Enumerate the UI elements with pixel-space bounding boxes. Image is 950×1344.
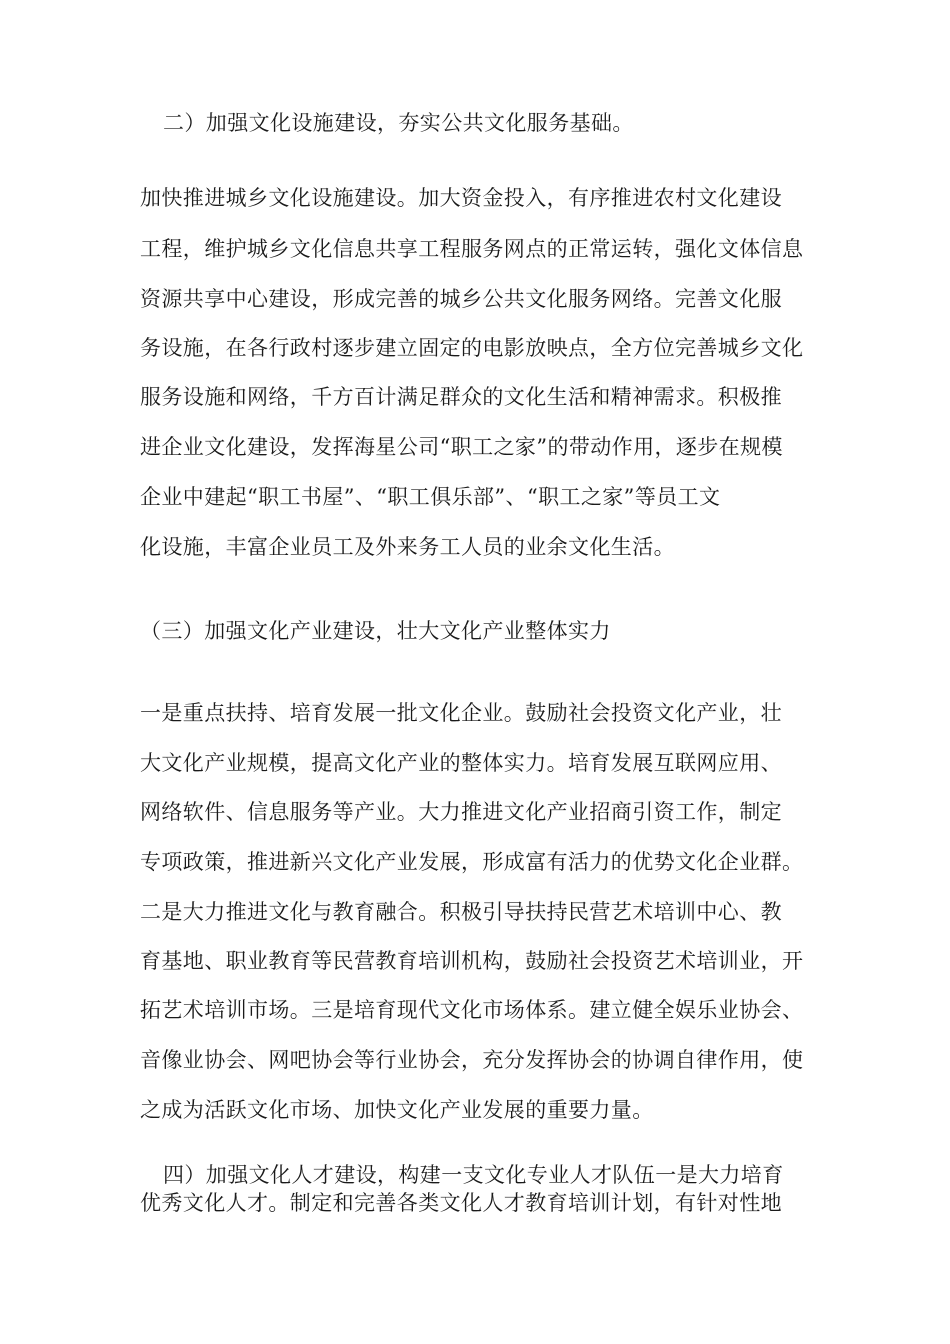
paragraph-line: 务设施，在各行政村逐步建立固定的电影放映点，全方位完善城乡文化 [140, 336, 804, 360]
section-4-heading-line: 四）加强文化人才建设，构建一支文化专业人才队伍一是大力培育 [163, 1163, 784, 1187]
paragraph-line: 服务设施和网络，千方百计满足群众的文化生活和精神需求。积极推 [140, 385, 782, 409]
paragraph-line: 加快推进城乡文化设施建设。加大资金投入，有序推进农村文化建设 [140, 186, 782, 210]
section-3-heading: （三）加强文化产业建设，壮大文化产业整体实力 [140, 619, 611, 643]
paragraph-line: 一是重点扶持、培育发展一批文化企业。鼓励社会投资文化产业，壮 [140, 701, 782, 725]
paragraph-line: 之成为活跃文化市场、加快文化产业发展的重要力量。 [140, 1098, 654, 1122]
paragraph-line: 网络软件、信息服务等产业。大力推进文化产业招商引资工作，制定 [140, 800, 782, 824]
paragraph-line: 工程，维护城乡文化信息共享工程服务网点的正常运转，强化文体信息 [140, 237, 804, 261]
paragraph-line: 音像业协会、网吧协会等行业协会，充分发挥协会的协调自律作用，使 [140, 1048, 804, 1072]
paragraph-line: 大文化产业规模，提高文化产业的整体实力。培育发展互联网应用、 [140, 751, 782, 775]
paragraph-line: 进企业文化建设，发挥海星公司“职工之家”的带动作用，逐步在规模 [140, 435, 783, 459]
paragraph-line: 育基地、职业教育等民营教育培训机构，鼓励社会投资艺术培训业，开 [140, 949, 804, 973]
paragraph-line: 化设施，丰富企业员工及外来务工人员的业余文化生活。 [140, 535, 675, 559]
paragraph-line: 资源共享中心建设，形成完善的城乡公共文化服务网络。完善文化服 [140, 287, 782, 311]
paragraph-line: 优秀文化人才。制定和完善各类文化人才教育培训计划，有针对性地 [140, 1191, 782, 1215]
section-2-heading: 二）加强文化设施建设，夯实公共文化服务基础。 [163, 111, 634, 135]
paragraph-line: 二是大力推进文化与教育融合。积极引导扶持民营艺术培训中心、教 [140, 900, 782, 924]
paragraph-line: 拓艺术培训市场。三是培育现代文化市场体系。建立健全娱乐业协会、 [140, 998, 804, 1022]
paragraph-line: 专项政策，推进新兴文化产业发展，形成富有活力的优势文化企业群。 [140, 850, 804, 874]
paragraph-line: 企业中建起“职工书屋”、“职工俱乐部”、“职工之家”等员工文 [140, 485, 721, 509]
